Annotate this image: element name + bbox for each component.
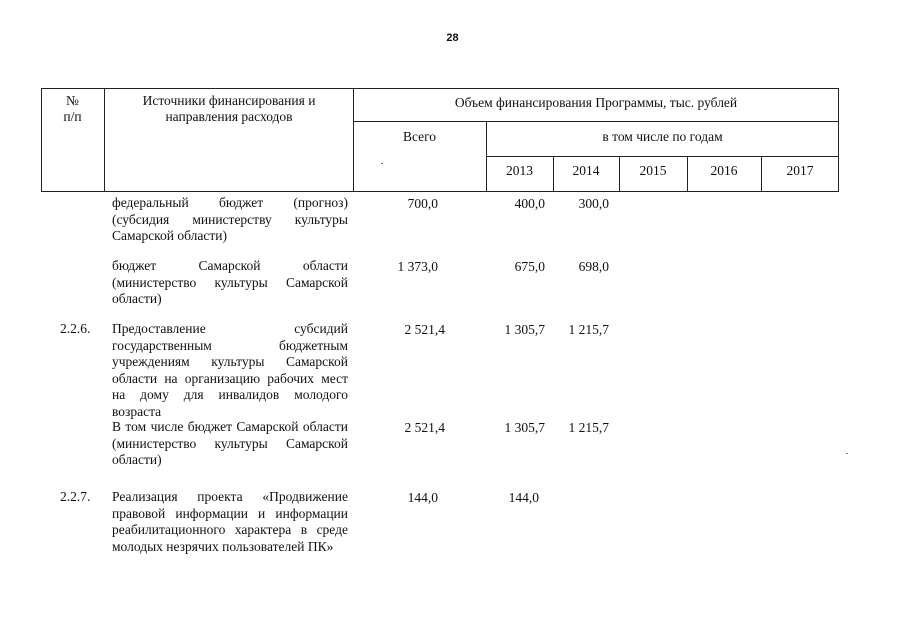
row-2014: 300,0 — [578, 196, 609, 211]
header-by-years: в том числе по годам — [602, 129, 723, 144]
row-2013: 675,0 — [514, 259, 545, 274]
page-number: 28 — [446, 32, 459, 44]
divider-num-source — [104, 88, 105, 192]
row-2014: 1 215,7 — [568, 420, 609, 435]
header-total: Всего — [402, 129, 437, 144]
scan-speck — [846, 453, 848, 454]
row-description: Предоставление субсидий государственным бюджетным учреждениям культуры Самарской области на организацию рабочих мест на дому для инвалидов молодого возраста — [112, 321, 348, 419]
row-number: 2.2.6. — [60, 321, 91, 336]
header-year-2016: 2016 — [710, 163, 738, 178]
row-total: 2 521,4 — [404, 322, 445, 337]
row-description: бюджет Самарской области (министерство культуры Самарской области) — [112, 258, 348, 306]
row-2014: 698,0 — [578, 259, 609, 274]
row-total: 2 521,4 — [404, 420, 445, 435]
header-year-2013: 2013 — [506, 163, 533, 178]
header-volume-title: Объем финансирования Программы, тыс. рублей — [454, 95, 738, 110]
divider-under-by-years — [486, 156, 839, 157]
row-total: 700,0 — [407, 196, 438, 211]
header-year-2017: 2017 — [786, 163, 814, 178]
header-num-line2: п/п — [63, 109, 82, 124]
header-source-col: Источники финансирования и направления расходов — [142, 93, 316, 124]
header-num-col — [41, 93, 104, 125]
header-year-2014: 2014 — [572, 163, 600, 178]
row-description: В том числе бюджет Самарской области (министерство культуры Самарской области) — [112, 419, 348, 467]
scan-speck — [381, 163, 383, 164]
row-2013: 1 305,7 — [504, 420, 545, 435]
row-2013: 144,0 — [508, 490, 539, 505]
row-2013: 1 305,7 — [504, 322, 545, 337]
header-num-line1: № — [66, 93, 79, 108]
row-description: федеральный бюджет (прогноз) (субсидия министерству культуры Самарской области) — [112, 195, 348, 243]
row-description: Реализация проекта «Продвижение правовой информации и информации реабилитационного характера в среде молодых незрячих пользователей ПК» — [112, 489, 348, 554]
row-2013: 400,0 — [514, 196, 545, 211]
row-total: 144,0 — [407, 490, 438, 505]
row-number: 2.2.7. — [60, 489, 91, 504]
row-2014: 1 215,7 — [568, 322, 609, 337]
row-total: 1 373,0 — [397, 259, 438, 274]
header-year-2015: 2015 — [639, 163, 667, 178]
divider-under-volume-title — [353, 121, 839, 122]
